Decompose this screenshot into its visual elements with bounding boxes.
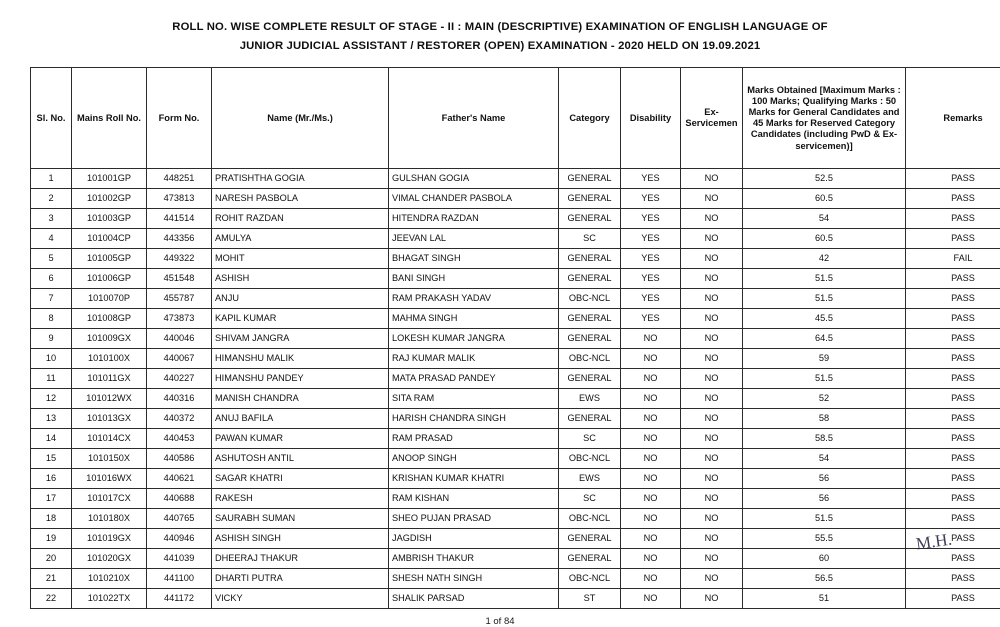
cell-mains-roll-no: 101006GP	[72, 269, 147, 289]
cell-name: ROHIT RAZDAN	[212, 209, 389, 229]
cell-form-no: 449322	[147, 249, 212, 269]
cell-disability: YES	[621, 289, 681, 309]
cell-disability: NO	[621, 469, 681, 489]
cell-category: GENERAL	[559, 309, 621, 329]
col-header-disability: Disability	[621, 68, 681, 169]
cell-disability: YES	[621, 249, 681, 269]
cell-sl-no: 18	[31, 509, 72, 529]
cell-remarks: FAIL	[906, 249, 1000, 269]
cell-ex-serviceman: NO	[681, 289, 743, 309]
cell-remarks: PASS	[906, 449, 1000, 469]
cell-marks-obtained: 60.5	[743, 189, 906, 209]
cell-form-no: 441039	[147, 549, 212, 569]
cell-marks-obtained: 56.5	[743, 569, 906, 589]
cell-category: GENERAL	[559, 249, 621, 269]
cell-father-name: HARISH CHANDRA SINGH	[389, 409, 559, 429]
cell-remarks: PASS	[906, 309, 1000, 329]
cell-ex-serviceman: NO	[681, 229, 743, 249]
cell-marks-obtained: 51.5	[743, 369, 906, 389]
cell-disability: NO	[621, 549, 681, 569]
cell-mains-roll-no: 1010100X	[72, 349, 147, 369]
cell-disability: YES	[621, 269, 681, 289]
cell-disability: NO	[621, 429, 681, 449]
cell-remarks: PASS	[906, 549, 1000, 569]
cell-mains-roll-no: 101005GP	[72, 249, 147, 269]
cell-marks-obtained: 58.5	[743, 429, 906, 449]
cell-form-no: 440046	[147, 329, 212, 349]
cell-remarks: PASS	[906, 569, 1000, 589]
cell-mains-roll-no: 101020GX	[72, 549, 147, 569]
cell-father-name: MAHMA SINGH	[389, 309, 559, 329]
cell-mains-roll-no: 1010070P	[72, 289, 147, 309]
cell-father-name: VIMAL CHANDER PASBOLA	[389, 189, 559, 209]
cell-sl-no: 7	[31, 289, 72, 309]
table-row	[31, 589, 1000, 609]
col-header-marks-obtained: Marks Obtained [Maximum Marks : 100 Marks; Qualifying Marks : 50 Marks for General Candidates and 45 Marks for Reserved Category Candidates (including PwD & Ex-servicemen)]	[743, 68, 906, 169]
cell-name: ANUJ BAFILA	[212, 409, 389, 429]
col-header-mains-roll-no: Mains Roll No.	[72, 68, 147, 169]
cell-disability: YES	[621, 169, 681, 189]
cell-name: DHEERAJ THAKUR	[212, 549, 389, 569]
cell-form-no: 443356	[147, 229, 212, 249]
cell-sl-no: 17	[31, 489, 72, 509]
cell-ex-serviceman: NO	[681, 169, 743, 189]
cell-form-no: 440316	[147, 389, 212, 409]
cell-ex-serviceman: NO	[681, 509, 743, 529]
cell-father-name: RAM PRAKASH YADAV	[389, 289, 559, 309]
cell-remarks: PASS	[906, 289, 1000, 309]
cell-disability: NO	[621, 509, 681, 529]
cell-father-name: BHAGAT SINGH	[389, 249, 559, 269]
cell-mains-roll-no: 1010150X	[72, 449, 147, 469]
cell-name: SAURABH SUMAN	[212, 509, 389, 529]
cell-sl-no: 2	[31, 189, 72, 209]
cell-disability: YES	[621, 209, 681, 229]
cell-category: EWS	[559, 469, 621, 489]
cell-marks-obtained: 55.5	[743, 529, 906, 549]
cell-form-no: 473873	[147, 309, 212, 329]
cell-ex-serviceman: NO	[681, 349, 743, 369]
cell-sl-no: 12	[31, 389, 72, 409]
page-title	[30, 18, 970, 55]
cell-ex-serviceman: NO	[681, 189, 743, 209]
cell-marks-obtained: 51.5	[743, 509, 906, 529]
table-row	[31, 349, 1000, 369]
cell-remarks: PASS	[906, 189, 1000, 209]
cell-disability: NO	[621, 329, 681, 349]
title-line-2: JUNIOR JUDICIAL ASSISTANT / RESTORER (OPEN) EXAMINATION - 2020 HELD ON 19.09.2021	[30, 37, 970, 56]
table-row	[31, 269, 1000, 289]
cell-remarks: PASS	[906, 529, 1000, 549]
table-row	[31, 389, 1000, 409]
cell-mains-roll-no: 101003GP	[72, 209, 147, 229]
cell-category: GENERAL	[559, 369, 621, 389]
cell-category: GENERAL	[559, 189, 621, 209]
cell-sl-no: 15	[31, 449, 72, 469]
cell-sl-no: 21	[31, 569, 72, 589]
cell-category: GENERAL	[559, 529, 621, 549]
table-row	[31, 309, 1000, 329]
cell-name: SHIVAM JANGRA	[212, 329, 389, 349]
cell-name: AMULYA	[212, 229, 389, 249]
cell-form-no: 440453	[147, 429, 212, 449]
col-header-sl-no: Sl. No.	[31, 68, 72, 169]
cell-disability: NO	[621, 569, 681, 589]
handwritten-signature: M.H.	[915, 530, 953, 555]
cell-remarks: PASS	[906, 329, 1000, 349]
cell-disability: NO	[621, 489, 681, 509]
cell-name: DHARTI PUTRA	[212, 569, 389, 589]
cell-marks-obtained: 51.5	[743, 289, 906, 309]
cell-mains-roll-no: 101004CP	[72, 229, 147, 249]
cell-sl-no: 10	[31, 349, 72, 369]
table-row	[31, 189, 1000, 209]
cell-form-no: 440227	[147, 369, 212, 389]
cell-disability: NO	[621, 409, 681, 429]
cell-remarks: PASS	[906, 209, 1000, 229]
cell-sl-no: 22	[31, 589, 72, 609]
cell-disability: NO	[621, 589, 681, 609]
cell-name: SAGAR KHATRI	[212, 469, 389, 489]
table-row	[31, 249, 1000, 269]
cell-marks-obtained: 51	[743, 589, 906, 609]
table-row	[31, 289, 1000, 309]
cell-father-name: KRISHAN KUMAR KHATRI	[389, 469, 559, 489]
cell-name: ASHISH SINGH	[212, 529, 389, 549]
cell-category: GENERAL	[559, 549, 621, 569]
cell-father-name: SHEO PUJAN PRASAD	[389, 509, 559, 529]
cell-marks-obtained: 42	[743, 249, 906, 269]
cell-remarks: PASS	[906, 169, 1000, 189]
table-header-row	[31, 68, 1000, 169]
cell-father-name: SITA RAM	[389, 389, 559, 409]
cell-category: SC	[559, 429, 621, 449]
cell-form-no: 440621	[147, 469, 212, 489]
cell-mains-roll-no: 101008GP	[72, 309, 147, 329]
result-table	[30, 67, 1000, 609]
cell-form-no: 440946	[147, 529, 212, 549]
cell-ex-serviceman: NO	[681, 449, 743, 469]
cell-father-name: JEEVAN LAL	[389, 229, 559, 249]
cell-marks-obtained: 54	[743, 209, 906, 229]
col-header-category: Category	[559, 68, 621, 169]
cell-disability: NO	[621, 449, 681, 469]
cell-ex-serviceman: NO	[681, 529, 743, 549]
cell-remarks: PASS	[906, 469, 1000, 489]
cell-mains-roll-no: 101014CX	[72, 429, 147, 449]
cell-form-no: 451548	[147, 269, 212, 289]
cell-father-name: LOKESH KUMAR JANGRA	[389, 329, 559, 349]
cell-marks-obtained: 45.5	[743, 309, 906, 329]
cell-disability: YES	[621, 189, 681, 209]
cell-ex-serviceman: NO	[681, 429, 743, 449]
col-header-form-no: Form No.	[147, 68, 212, 169]
cell-sl-no: 1	[31, 169, 72, 189]
table-row	[31, 209, 1000, 229]
cell-category: SC	[559, 489, 621, 509]
cell-name: PRATISHTHA GOGIA	[212, 169, 389, 189]
table-row	[31, 569, 1000, 589]
table-body	[31, 169, 1000, 609]
cell-form-no: 440765	[147, 509, 212, 529]
table-header	[31, 68, 1000, 169]
cell-category: OBC-NCL	[559, 349, 621, 369]
cell-ex-serviceman: NO	[681, 549, 743, 569]
cell-disability: YES	[621, 229, 681, 249]
table-row	[31, 469, 1000, 489]
col-header-father-name: Father's Name	[389, 68, 559, 169]
cell-category: ST	[559, 589, 621, 609]
cell-category: GENERAL	[559, 269, 621, 289]
cell-disability: YES	[621, 309, 681, 329]
cell-category: GENERAL	[559, 209, 621, 229]
cell-ex-serviceman: NO	[681, 329, 743, 349]
cell-father-name: GULSHAN GOGIA	[389, 169, 559, 189]
cell-name: PAWAN KUMAR	[212, 429, 389, 449]
cell-category: OBC-NCL	[559, 449, 621, 469]
cell-category: GENERAL	[559, 409, 621, 429]
cell-marks-obtained: 58	[743, 409, 906, 429]
cell-father-name: HITENDRA RAZDAN	[389, 209, 559, 229]
table-row	[31, 169, 1000, 189]
cell-form-no: 440372	[147, 409, 212, 429]
cell-sl-no: 14	[31, 429, 72, 449]
cell-category: EWS	[559, 389, 621, 409]
title-line-1: ROLL NO. WISE COMPLETE RESULT OF STAGE - II : MAIN (DESCRIPTIVE) EXAMINATION OF ENGLISH LANGUAGE OF	[30, 18, 970, 37]
cell-form-no: 440586	[147, 449, 212, 469]
cell-form-no: 455787	[147, 289, 212, 309]
cell-remarks: PASS	[906, 229, 1000, 249]
cell-ex-serviceman: NO	[681, 569, 743, 589]
cell-remarks: PASS	[906, 369, 1000, 389]
cell-marks-obtained: 51.5	[743, 269, 906, 289]
cell-name: HIMANSHU PANDEY	[212, 369, 389, 389]
cell-sl-no: 16	[31, 469, 72, 489]
cell-mains-roll-no: 101013GX	[72, 409, 147, 429]
cell-mains-roll-no: 101016WX	[72, 469, 147, 489]
cell-name: ASHISH	[212, 269, 389, 289]
cell-father-name: AMBRISH THAKUR	[389, 549, 559, 569]
table-row	[31, 509, 1000, 529]
cell-marks-obtained: 52	[743, 389, 906, 409]
cell-father-name: ANOOP SINGH	[389, 449, 559, 469]
cell-mains-roll-no: 101009GX	[72, 329, 147, 349]
table-row	[31, 549, 1000, 569]
cell-disability: NO	[621, 349, 681, 369]
cell-remarks: PASS	[906, 269, 1000, 289]
cell-mains-roll-no: 101022TX	[72, 589, 147, 609]
cell-remarks: PASS	[906, 509, 1000, 529]
cell-remarks: PASS	[906, 489, 1000, 509]
cell-sl-no: 8	[31, 309, 72, 329]
cell-mains-roll-no: 1010210X	[72, 569, 147, 589]
cell-form-no: 441100	[147, 569, 212, 589]
cell-disability: NO	[621, 369, 681, 389]
table-row	[31, 529, 1000, 549]
cell-sl-no: 13	[31, 409, 72, 429]
cell-remarks: PASS	[906, 409, 1000, 429]
col-header-ex-serviceman: Ex-Servicemen	[681, 68, 743, 169]
cell-mains-roll-no: 101002GP	[72, 189, 147, 209]
cell-sl-no: 6	[31, 269, 72, 289]
table-row	[31, 449, 1000, 469]
table-row	[31, 329, 1000, 349]
table-row	[31, 229, 1000, 249]
cell-father-name: MATA PRASAD PANDEY	[389, 369, 559, 389]
cell-remarks: PASS	[906, 429, 1000, 449]
cell-form-no: 440067	[147, 349, 212, 369]
cell-form-no: 441172	[147, 589, 212, 609]
cell-ex-serviceman: NO	[681, 369, 743, 389]
cell-name: MANISH CHANDRA	[212, 389, 389, 409]
cell-ex-serviceman: NO	[681, 309, 743, 329]
table-row	[31, 369, 1000, 389]
cell-father-name: RAM KISHAN	[389, 489, 559, 509]
cell-remarks: PASS	[906, 589, 1000, 609]
cell-ex-serviceman: NO	[681, 409, 743, 429]
cell-remarks: PASS	[906, 389, 1000, 409]
cell-sl-no: 4	[31, 229, 72, 249]
cell-name: MOHIT	[212, 249, 389, 269]
cell-mains-roll-no: 101001GP	[72, 169, 147, 189]
col-header-name: Name (Mr./Ms.)	[212, 68, 389, 169]
cell-form-no: 440688	[147, 489, 212, 509]
cell-name: KAPIL KUMAR	[212, 309, 389, 329]
cell-ex-serviceman: NO	[681, 249, 743, 269]
table-row	[31, 409, 1000, 429]
cell-category: SC	[559, 229, 621, 249]
cell-marks-obtained: 60	[743, 549, 906, 569]
cell-marks-obtained: 64.5	[743, 329, 906, 349]
cell-mains-roll-no: 101011GX	[72, 369, 147, 389]
cell-ex-serviceman: NO	[681, 209, 743, 229]
cell-father-name: RAM PRASAD	[389, 429, 559, 449]
cell-form-no: 441514	[147, 209, 212, 229]
cell-father-name: RAJ KUMAR MALIK	[389, 349, 559, 369]
cell-disability: NO	[621, 389, 681, 409]
cell-name: ANJU	[212, 289, 389, 309]
cell-marks-obtained: 59	[743, 349, 906, 369]
cell-father-name: JAGDISH	[389, 529, 559, 549]
cell-name: ASHUTOSH ANTIL	[212, 449, 389, 469]
cell-name: NARESH PASBOLA	[212, 189, 389, 209]
cell-sl-no: 20	[31, 549, 72, 569]
cell-mains-roll-no: 101017CX	[72, 489, 147, 509]
cell-father-name: SHESH NATH SINGH	[389, 569, 559, 589]
cell-category: GENERAL	[559, 169, 621, 189]
cell-marks-obtained: 56	[743, 489, 906, 509]
cell-father-name: SHALIK PARSAD	[389, 589, 559, 609]
cell-mains-roll-no: 1010180X	[72, 509, 147, 529]
cell-marks-obtained: 60.5	[743, 229, 906, 249]
cell-sl-no: 3	[31, 209, 72, 229]
cell-sl-no: 9	[31, 329, 72, 349]
cell-sl-no: 11	[31, 369, 72, 389]
cell-ex-serviceman: NO	[681, 469, 743, 489]
cell-sl-no: 5	[31, 249, 72, 269]
cell-category: OBC-NCL	[559, 569, 621, 589]
cell-form-no: 448251	[147, 169, 212, 189]
page-footer: 1 of 84	[30, 616, 970, 627]
cell-marks-obtained: 54	[743, 449, 906, 469]
cell-disability: NO	[621, 529, 681, 549]
cell-marks-obtained: 52.5	[743, 169, 906, 189]
cell-ex-serviceman: NO	[681, 489, 743, 509]
cell-category: OBC-NCL	[559, 289, 621, 309]
cell-name: HIMANSHU MALIK	[212, 349, 389, 369]
cell-ex-serviceman: NO	[681, 389, 743, 409]
cell-category: GENERAL	[559, 329, 621, 349]
cell-mains-roll-no: 101012WX	[72, 389, 147, 409]
cell-form-no: 473813	[147, 189, 212, 209]
cell-ex-serviceman: NO	[681, 589, 743, 609]
cell-sl-no: 19	[31, 529, 72, 549]
cell-name: VICKY	[212, 589, 389, 609]
cell-category: OBC-NCL	[559, 509, 621, 529]
table-row	[31, 489, 1000, 509]
cell-ex-serviceman: NO	[681, 269, 743, 289]
col-header-remarks: Remarks	[906, 68, 1000, 169]
table-row	[31, 429, 1000, 449]
cell-marks-obtained: 56	[743, 469, 906, 489]
cell-remarks: PASS	[906, 349, 1000, 369]
cell-mains-roll-no: 101019GX	[72, 529, 147, 549]
cell-father-name: BANI SINGH	[389, 269, 559, 289]
cell-name: RAKESH	[212, 489, 389, 509]
